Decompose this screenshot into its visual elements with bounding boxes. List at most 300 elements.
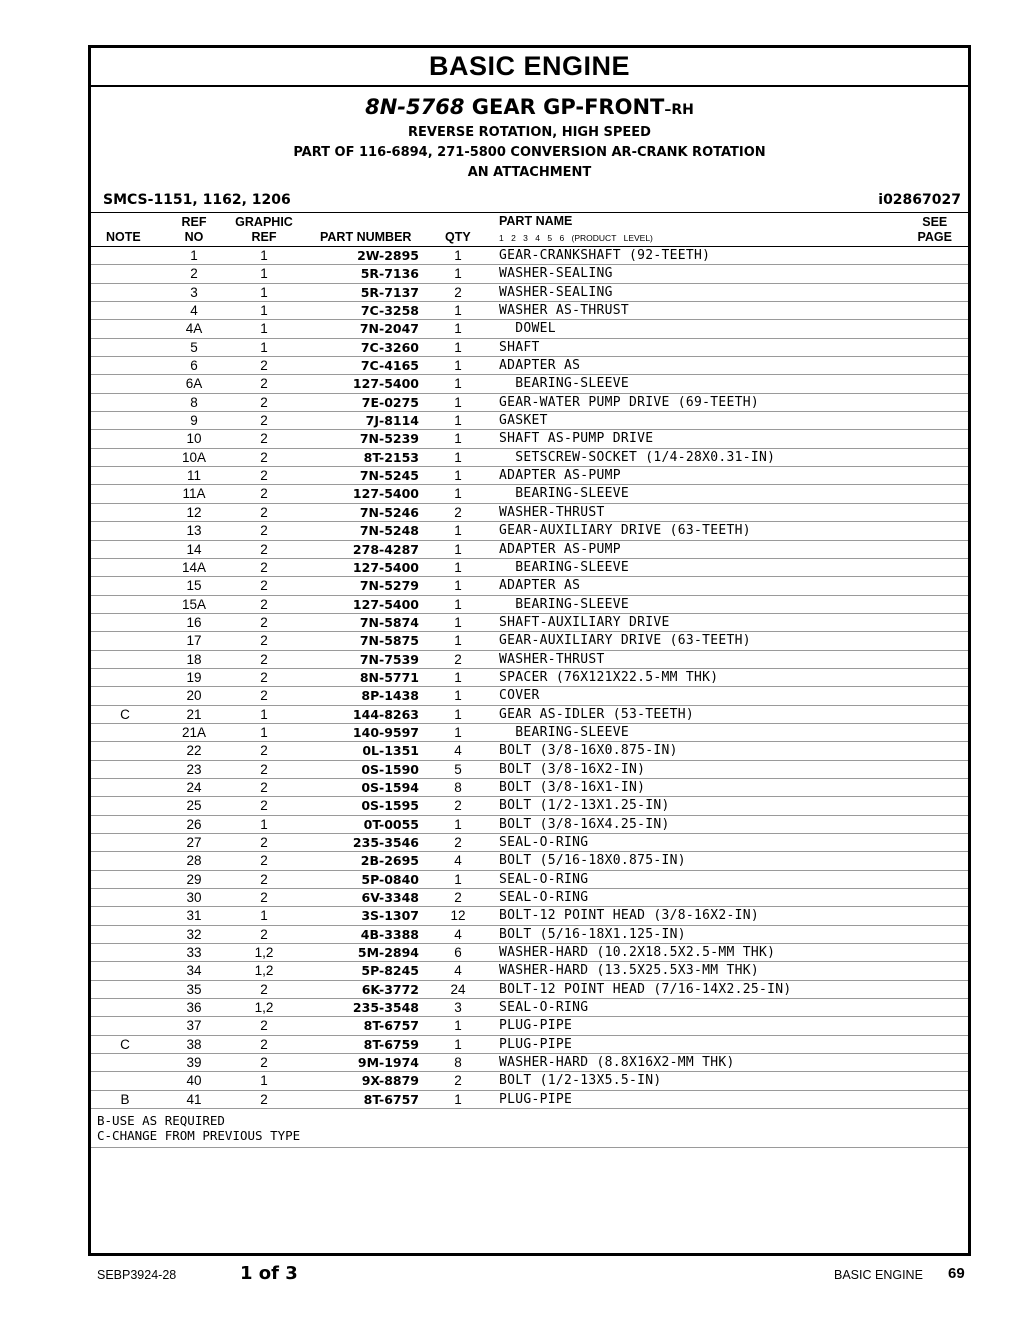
row-part-number: 7N-5875 (359, 633, 419, 649)
table-row (91, 467, 968, 485)
note-c: C-CHANGE FROM PREVIOUS TYPE (97, 1128, 301, 1144)
row-graphic-ref: 2 (260, 504, 268, 520)
row-part-name: BOLT (1/2-13X1.25-IN) (499, 798, 670, 814)
part-title (91, 94, 968, 123)
col-see-line2: PAGE (917, 230, 952, 244)
row-part-number: 127-5400 (352, 376, 419, 392)
row-graphic-ref: 1 (260, 303, 268, 319)
row-part-number: 7N-5279 (359, 578, 419, 594)
footer-page-of: 1 of 3 (240, 1263, 298, 1284)
row-part-name: ADAPTER AS (499, 578, 581, 594)
row-part-number: 5P-8245 (361, 963, 419, 979)
table-row (91, 907, 968, 925)
row-qty: 1 (454, 633, 462, 649)
row-ref-no: 1 (190, 248, 198, 263)
row-part-number: 7N-5248 (359, 523, 419, 539)
row-ref-no: 16 (186, 614, 202, 630)
row-part-name: PLUG-PIPE (499, 1091, 573, 1107)
row-graphic-ref: 2 (260, 669, 268, 685)
row-graphic-ref: 2 (260, 981, 268, 997)
row-part-number: 140-9597 (352, 724, 419, 740)
col-ref-line1: REF (181, 215, 207, 229)
table-row (91, 485, 968, 503)
row-part-number: 5M-2894 (357, 945, 419, 961)
row-graphic-ref: 2 (260, 779, 268, 795)
row-ref-no: 21A (181, 724, 207, 740)
row-part-number: 8T-6759 (363, 1036, 419, 1052)
table-row (91, 669, 968, 687)
row-part-number: 127-5400 (352, 596, 419, 612)
row-part-name: GEAR-AUXILIARY DRIVE (63-TEETH) (499, 633, 751, 649)
row-ref-no: 4A (185, 321, 203, 337)
row-part-number: 6V-3348 (361, 890, 419, 906)
row-qty: 1 (454, 559, 462, 575)
row-qty: 2 (454, 284, 462, 300)
row-part-name: WASHER-HARD (13.5X25.5X3-MM THK) (499, 963, 760, 979)
row-part-number: 7C-3260 (360, 339, 419, 355)
row-graphic-ref: 2 (260, 578, 268, 594)
row-part-name: BOLT-12 POINT HEAD (3/8-16X2-IN) (499, 908, 760, 924)
row-qty: 12 (450, 908, 466, 924)
row-qty: 1 (454, 706, 462, 722)
table-row (91, 394, 968, 412)
row-ref-no: 39 (186, 1055, 202, 1071)
part-number-title: 8N-5768 (365, 95, 465, 119)
row-part-number: 8T-2153 (363, 449, 419, 465)
row-ref-no: 21 (186, 706, 202, 722)
row-part-name: WASHER-SEALING (499, 266, 613, 282)
row-qty: 4 (454, 853, 462, 869)
row-part-name: WASHER AS-THRUST (499, 303, 630, 319)
row-ref-no: 33 (186, 945, 202, 961)
row-qty: 6 (454, 945, 462, 961)
row-qty: 1 (454, 1091, 462, 1107)
row-ref-no: 23 (186, 761, 202, 777)
table-row (91, 852, 968, 870)
row-part-name: COVER (499, 688, 540, 704)
row-part-name: ADAPTER AS (499, 358, 581, 374)
row-part-number: 7N-7539 (359, 651, 419, 667)
row-graphic-ref: 1 (260, 266, 268, 282)
row-part-number: 7N-2047 (359, 321, 419, 337)
row-part-name: BEARING-SLEEVE (499, 596, 630, 612)
table-row (91, 577, 968, 595)
row-part-number: 278-4287 (352, 541, 419, 557)
row-part-number: 8T-6757 (363, 1091, 419, 1107)
row-graphic-ref: 2 (260, 614, 268, 630)
row-qty: 2 (454, 835, 462, 850)
row-part-number: 0S-1594 (361, 779, 419, 795)
row-graphic-ref: 2 (260, 523, 268, 539)
row-ref-no: 6 (190, 358, 198, 374)
part-suffix: –RH (664, 102, 694, 118)
row-ref-no: 11A (182, 486, 206, 502)
table-row (91, 1072, 968, 1090)
row-note: C (120, 706, 130, 722)
row-part-name: GEAR AS-IDLER (53-TEETH) (499, 706, 695, 722)
row-qty: 1 (454, 541, 462, 557)
col-part-number: PART NUMBER (320, 230, 412, 244)
row-qty: 1 (454, 1036, 462, 1052)
row-graphic-ref: 2 (260, 743, 268, 759)
table-row (91, 284, 968, 302)
table-row (91, 651, 968, 669)
footer-section: BASIC ENGINE (834, 1268, 923, 1282)
row-graphic-ref: 1 (260, 724, 268, 740)
col-ref-no (179, 215, 209, 245)
table-row (91, 706, 968, 724)
col-note: NOTE (106, 230, 141, 244)
row-graphic-ref: 2 (260, 890, 268, 906)
col-graphic-line2: REF (251, 230, 277, 244)
row-ref-no: 10A (181, 449, 207, 465)
table-row (91, 944, 968, 962)
row-qty: 1 (454, 486, 462, 502)
row-graphic-ref: 2 (260, 1018, 268, 1034)
row-graphic-ref: 1 (260, 339, 268, 355)
row-qty: 8 (454, 779, 462, 795)
row-ref-no: 37 (186, 1018, 202, 1034)
row-ref-no: 11 (186, 468, 201, 484)
row-note: C (120, 1036, 130, 1052)
table-row (91, 247, 968, 265)
row-part-number: 235-3548 (352, 1000, 419, 1016)
table-row (91, 541, 968, 559)
row-graphic-ref: 1 (260, 284, 268, 300)
row-ref-no: 26 (186, 816, 202, 832)
row-ref-no: 2 (190, 266, 198, 282)
row-part-name: WASHER-HARD (10.2X18.5X2.5-MM THK) (499, 945, 776, 961)
col-ref-line2: NO (184, 230, 204, 244)
row-graphic-ref: 2 (260, 835, 268, 850)
row-ref-no: 8 (190, 394, 198, 410)
row-qty: 1 (454, 688, 462, 704)
parts-table-body (91, 247, 968, 1109)
row-graphic-ref: 1 (260, 1073, 268, 1089)
part-subtitle-2: PART OF 116-6894, 271-5800 CONVERSION AR-CRANK ROTATION (293, 145, 766, 160)
row-qty: 5 (454, 761, 462, 777)
row-ref-no: 9 (190, 413, 198, 429)
row-qty: 1 (454, 596, 462, 612)
table-row (91, 889, 968, 907)
table-row (91, 504, 968, 522)
row-graphic-ref: 2 (260, 651, 268, 667)
row-ref-no: 17 (186, 633, 202, 649)
row-qty: 1 (454, 376, 462, 392)
row-part-number: 7E-0275 (361, 394, 419, 410)
row-part-number: 7C-3258 (360, 303, 419, 319)
table-row (91, 761, 968, 779)
row-graphic-ref: 2 (260, 1091, 268, 1107)
row-ref-no: 27 (186, 835, 202, 850)
col-see-line1: SEE (922, 215, 948, 229)
row-ref-no: 35 (186, 981, 202, 997)
row-part-number: 8T-6757 (363, 1018, 419, 1034)
row-graphic-ref: 2 (260, 688, 268, 704)
row-part-name: WASHER-THRUST (499, 651, 605, 667)
row-part-number: 7N-5874 (359, 614, 419, 630)
row-graphic-ref: 2 (260, 376, 268, 392)
row-part-name: SHAFT (499, 339, 540, 355)
row-qty: 1 (454, 449, 462, 465)
row-ref-no: 41 (186, 1091, 202, 1107)
smcs-codes: SMCS-1151, 1162, 1206 (103, 192, 291, 208)
row-part-name: BOLT (5/16-18X0.875-IN) (499, 853, 686, 869)
row-qty: 2 (454, 1073, 462, 1089)
row-part-name: BOLT (3/8-16X4.25-IN) (499, 816, 670, 832)
row-ref-no: 14 (186, 541, 202, 557)
row-qty: 24 (450, 981, 466, 997)
row-part-number: 8P-1438 (361, 688, 419, 704)
row-ref-no: 14A (181, 559, 207, 575)
row-graphic-ref: 1,2 (254, 945, 274, 961)
row-ref-no: 24 (186, 779, 202, 795)
row-graphic-ref: 2 (260, 1055, 268, 1071)
row-ref-no: 29 (186, 871, 202, 887)
row-part-number: 4B-3388 (360, 926, 419, 942)
row-qty: 1 (454, 1018, 462, 1034)
row-part-name: BEARING-SLEEVE (499, 724, 630, 740)
row-part-number: 7C-4165 (360, 358, 419, 374)
row-qty: 1 (454, 614, 462, 630)
row-graphic-ref: 1 (260, 321, 268, 337)
row-qty: 3 (454, 1000, 462, 1016)
row-ref-no: 34 (186, 963, 202, 979)
row-part-number: 0S-1595 (361, 798, 419, 814)
row-graphic-ref: 2 (260, 559, 268, 575)
table-row (91, 265, 968, 283)
table-row (91, 412, 968, 430)
row-qty: 4 (454, 963, 462, 979)
row-part-name: WASHER-THRUST (499, 504, 605, 520)
row-qty: 1 (454, 816, 462, 832)
part-subtitle-1: REVERSE ROTATION, HIGH SPEED (408, 125, 651, 140)
row-part-name: BEARING-SLEEVE (499, 486, 630, 502)
row-part-name: GEAR-WATER PUMP DRIVE (69-TEETH) (499, 394, 760, 410)
row-ref-no: 38 (186, 1036, 202, 1052)
row-part-number: 127-5400 (352, 559, 419, 575)
part-subtitle-3: AN ATTACHMENT (467, 165, 592, 180)
table-row (91, 614, 968, 632)
table-row (91, 871, 968, 889)
row-graphic-ref: 2 (260, 798, 268, 814)
row-part-name: SEAL-O-RING (499, 890, 589, 906)
row-qty: 1 (454, 578, 462, 594)
row-part-name: BOLT (3/8-16X1-IN) (499, 779, 646, 795)
table-row (91, 797, 968, 815)
row-ref-no: 18 (186, 651, 202, 667)
row-part-number: 9X-8879 (361, 1073, 419, 1089)
table-row (91, 339, 968, 357)
row-graphic-ref: 1 (260, 248, 268, 263)
row-part-number: 9M-1974 (357, 1055, 419, 1071)
col-see-page (918, 215, 953, 245)
row-graphic-ref: 2 (260, 486, 268, 502)
table-row (91, 320, 968, 338)
table-row (91, 632, 968, 650)
row-graphic-ref: 2 (260, 853, 268, 869)
row-ref-no: 20 (186, 688, 202, 704)
row-part-name: SEAL-O-RING (499, 835, 589, 850)
row-part-number: 0L-1351 (362, 743, 419, 759)
row-qty: 2 (454, 798, 462, 814)
row-graphic-ref: 1,2 (254, 1000, 274, 1016)
table-row (91, 375, 968, 393)
row-graphic-ref: 1,2 (254, 963, 274, 979)
table-row (91, 449, 968, 467)
row-part-name: WASHER-HARD (8.8X16X2-MM THK) (499, 1055, 735, 1071)
row-part-number: 127-5400 (352, 486, 419, 502)
row-part-number: 2B-2695 (360, 853, 419, 869)
row-part-name: SPACER (76X121X22.5-MM THK) (499, 669, 719, 685)
row-qty: 1 (454, 303, 462, 319)
row-graphic-ref: 1 (260, 816, 268, 832)
row-part-name: PLUG-PIPE (499, 1018, 573, 1034)
table-row (91, 522, 968, 540)
table-row (91, 999, 968, 1017)
row-qty: 4 (454, 743, 462, 759)
row-part-name: ADAPTER AS-PUMP (499, 468, 621, 484)
col-graphic-line1: GRAPHIC (235, 215, 293, 229)
row-part-number: 5R-7136 (360, 266, 419, 282)
table-row (91, 302, 968, 320)
row-qty: 8 (454, 1055, 462, 1071)
row-graphic-ref: 2 (260, 358, 268, 374)
parts-list-frame (88, 45, 971, 1256)
row-part-name: GEAR-AUXILIARY DRIVE (63-TEETH) (499, 523, 751, 539)
row-qty: 2 (454, 504, 462, 520)
row-qty: 1 (454, 321, 462, 337)
row-ref-no: 19 (186, 669, 202, 685)
smcs-row (91, 190, 968, 213)
row-part-name: BOLT (3/8-16X2-IN) (499, 761, 646, 777)
row-qty: 1 (454, 413, 462, 429)
row-part-name: SETSCREW-SOCKET (1/4-28X0.31-IN) (499, 449, 776, 465)
row-ref-no: 22 (186, 743, 202, 759)
table-row (91, 1054, 968, 1072)
row-part-name: DOWEL (499, 321, 556, 337)
row-part-number: 6K-3772 (361, 981, 419, 997)
col-graphic-ref (234, 215, 294, 245)
table-row (91, 834, 968, 852)
row-part-number: 0S-1590 (361, 761, 419, 777)
row-part-name: WASHER-SEALING (499, 284, 613, 300)
row-graphic-ref: 2 (260, 394, 268, 410)
part-name-title: GEAR GP-FRONT (471, 95, 665, 119)
column-headers (91, 213, 968, 247)
table-row (91, 742, 968, 760)
table-row (91, 430, 968, 448)
row-ref-no: 30 (186, 890, 202, 906)
row-part-name: BOLT-12 POINT HEAD (7/16-14X2.25-IN) (499, 981, 792, 997)
footer-page-number: 69 (948, 1265, 965, 1282)
row-part-name: SHAFT-AUXILIARY DRIVE (499, 614, 670, 630)
row-ref-no: 15A (181, 596, 207, 612)
row-qty: 1 (454, 431, 462, 447)
row-graphic-ref: 1 (260, 908, 268, 924)
illustration-id: i02867027 (878, 192, 961, 208)
table-row (91, 1017, 968, 1035)
row-ref-no: 10 (186, 431, 202, 447)
row-ref-no: 36 (186, 1000, 202, 1016)
row-note: B (120, 1091, 130, 1107)
row-qty: 2 (454, 890, 462, 906)
row-part-number: 7J-8114 (365, 413, 419, 429)
row-qty: 1 (454, 468, 462, 484)
row-ref-no: 28 (186, 853, 202, 869)
row-part-name: GASKET (499, 413, 548, 429)
row-graphic-ref: 2 (260, 413, 268, 429)
table-row (91, 596, 968, 614)
row-ref-no: 13 (186, 523, 202, 539)
row-part-name: GEAR-CRANKSHAFT (92-TEETH) (499, 248, 711, 263)
table-row (91, 724, 968, 742)
col-part-name: PART NAME (499, 214, 573, 228)
table-row (91, 687, 968, 705)
row-part-number: 7N-5246 (359, 504, 419, 520)
row-part-number: 5P-0840 (361, 871, 419, 887)
row-graphic-ref: 2 (260, 468, 268, 484)
row-graphic-ref: 2 (260, 633, 268, 649)
row-graphic-ref: 2 (260, 596, 268, 612)
row-qty: 1 (454, 871, 462, 887)
footer-doc-id: SEBP3924-28 (97, 1268, 177, 1282)
table-row (91, 1091, 968, 1109)
row-part-name: BEARING-SLEEVE (499, 559, 630, 575)
col-product-levels: 1 2 3 4 5 6 (PRODUCT LEVEL) (499, 233, 653, 243)
row-ref-no: 15 (186, 578, 202, 594)
note-b: B-USE AS REQUIRED (97, 1113, 225, 1129)
row-qty: 4 (454, 926, 462, 942)
row-graphic-ref: 2 (260, 926, 268, 942)
row-ref-no: 32 (186, 926, 202, 942)
row-qty: 1 (454, 523, 462, 539)
row-qty: 1 (454, 266, 462, 282)
row-qty: 1 (454, 669, 462, 685)
row-qty: 1 (454, 394, 462, 410)
part-header (91, 87, 968, 183)
row-graphic-ref: 2 (260, 431, 268, 447)
row-part-name: PLUG-PIPE (499, 1036, 573, 1052)
row-graphic-ref: 1 (260, 706, 268, 722)
row-part-name: ADAPTER AS-PUMP (499, 541, 621, 557)
section-title: BASIC ENGINE (91, 48, 968, 87)
row-ref-no: 25 (186, 798, 202, 814)
table-row (91, 779, 968, 797)
table-row (91, 981, 968, 999)
row-part-name: SEAL-O-RING (499, 871, 589, 887)
row-qty: 1 (454, 248, 462, 263)
col-qty: QTY (445, 230, 471, 244)
row-ref-no: 3 (190, 284, 198, 300)
row-graphic-ref: 2 (260, 541, 268, 557)
row-qty: 1 (454, 339, 462, 355)
row-part-number: 0T-0055 (363, 816, 419, 832)
row-part-number: 7N-5245 (359, 468, 419, 484)
row-qty: 1 (454, 724, 462, 740)
row-part-name: BOLT (1/2-13X5.5-IN) (499, 1073, 662, 1089)
row-part-number: 2W-2895 (357, 248, 419, 263)
row-graphic-ref: 2 (260, 1036, 268, 1052)
row-part-name: BOLT (5/16-18X1.125-IN) (499, 926, 686, 942)
row-part-name: BEARING-SLEEVE (499, 376, 630, 392)
row-part-name: SHAFT AS-PUMP DRIVE (499, 431, 654, 447)
row-graphic-ref: 2 (260, 761, 268, 777)
row-part-name: SEAL-O-RING (499, 1000, 589, 1016)
row-qty: 1 (454, 358, 462, 374)
table-row (91, 1036, 968, 1054)
notes-block (91, 1109, 968, 1148)
